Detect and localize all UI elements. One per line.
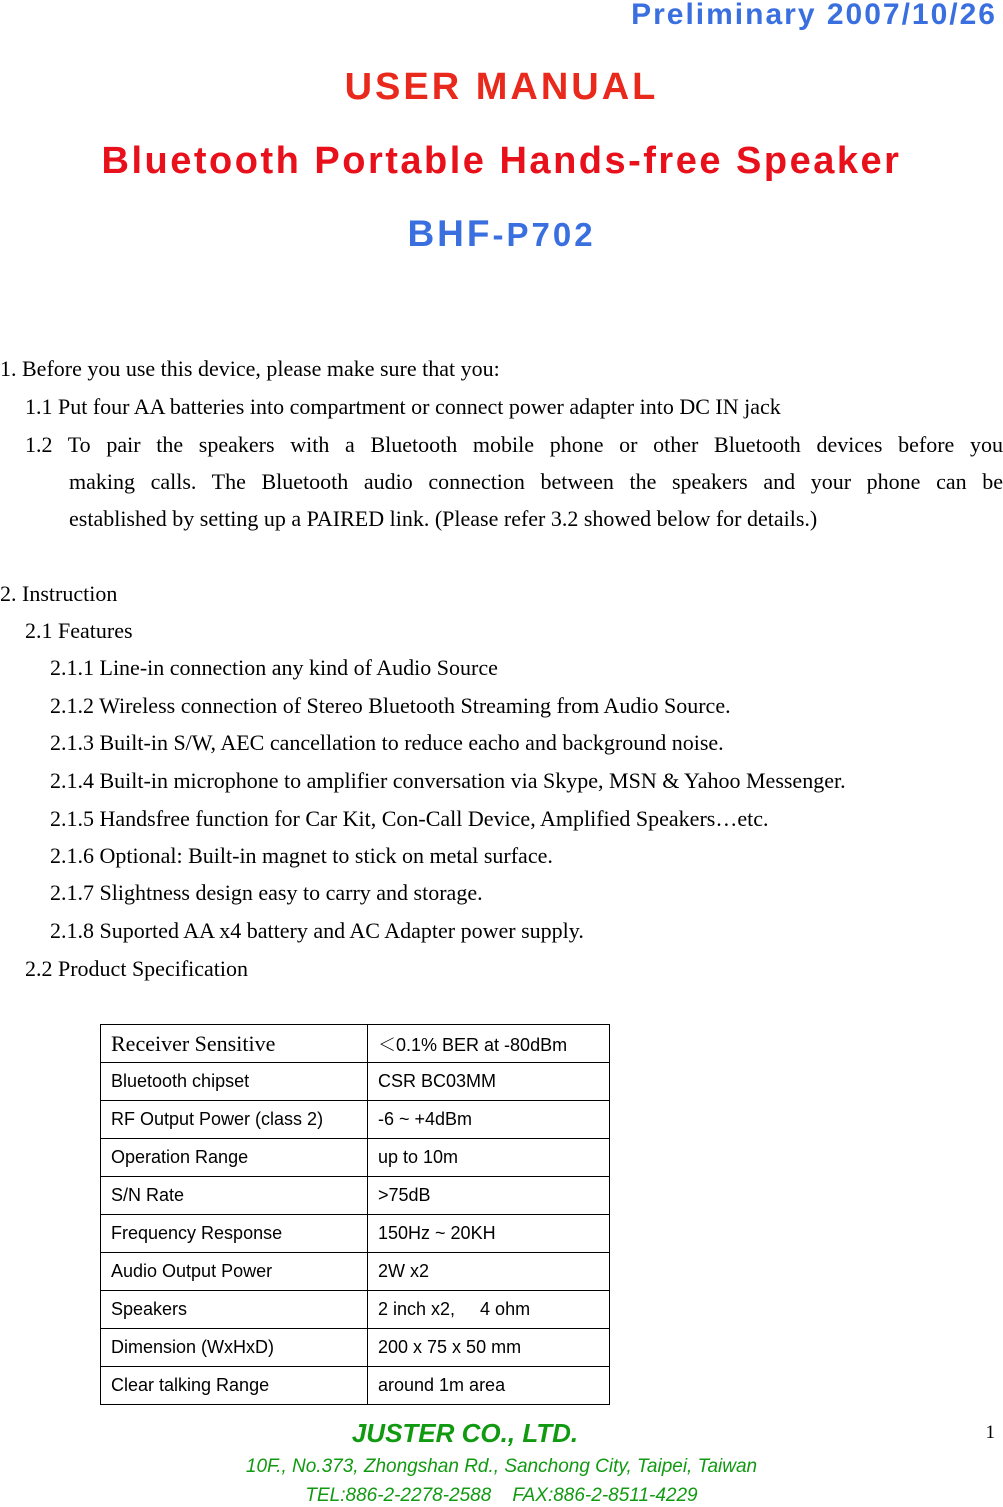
spec-value: -6 ~ +4dBm [368,1101,610,1139]
spec-value: 2 inch x2, 4 ohm [368,1291,610,1329]
feature-item: 2.1.4 Built-in microphone to amplifier conversation via Skype, MSN & Yahoo Messenger. [50,768,846,793]
spec-value: around 1m area [368,1367,610,1405]
section1-item-1-1: 1.1 Put four AA batteries into compartment or connect power adapter into DC IN jack [25,394,781,419]
spec-value: up to 10m [368,1139,610,1177]
spec-table [100,1024,610,1405]
feature-item: 2.1.3 Built-in S/W, AEC cancellation to reduce eacho and background noise. [50,730,724,755]
spec-label: Bluetooth chipset [101,1063,368,1101]
spec-value: 200 x 75 x 50 mm [368,1329,610,1367]
spec-value: ＜0.1% BER at -80dBm [368,1025,610,1063]
section1-item-1-2-line3: established by setting up a PAIRED link. (Please refer 3.2 showed below for details.) [69,506,818,531]
product-subtitle: Bluetooth Portable Hands-free Speaker [101,140,902,182]
spec-value: CSR BC03MM [368,1063,610,1101]
table-row [101,1253,610,1291]
preliminary-date: Preliminary 2007/10/26 [631,0,997,31]
company-contact: TEL:886-2-2278-2588 FAX:886-2-8511-4229 [305,1485,698,1506]
spec-label: Receiver Sensitive [101,1025,368,1063]
table-row [101,1139,610,1177]
feature-item: 2.1.7 Slightness design easy to carry and storage. [50,880,483,905]
feature-item: 2.1.6 Optional: Built-in magnet to stick on metal surface. [50,843,553,868]
table-row [101,1329,610,1367]
table-row [101,1177,610,1215]
model-prefix: BHF [407,213,493,254]
spec-label: Dimension (WxHxD) [101,1329,368,1367]
spec-label: Speakers [101,1291,368,1329]
section1-item-1-2-line2: making calls. The Bluetooth audio connection between the speakers and your phone can be [69,469,1003,494]
spec-heading: 2.2 Product Specification [25,956,249,981]
table-row [101,1025,610,1063]
table-row [101,1063,610,1101]
document-title: USER MANUAL [344,66,659,108]
spec-label: Frequency Response [101,1215,368,1253]
feature-item: 2.1.8 Suported AA x4 battery and AC Adapter power supply. [50,918,584,943]
spec-label: Audio Output Power [101,1253,368,1291]
spec-label: RF Output Power (class 2) [101,1101,368,1139]
section2-heading: 2. Instruction [0,581,118,606]
company-name: JUSTER CO., LTD. [351,1418,579,1448]
company-address: 10F., No.373, Zhongshan Rd., Sanchong City, Taipei, Taiwan [245,1456,758,1477]
spec-value: 2W x2 [368,1253,610,1291]
section1-item-1-2-line1: 1.2 To pair the speakers with a Bluetooth mobile phone or other Bluetooth devices before you [25,432,1003,457]
table-row [101,1215,610,1253]
feature-item: 2.1.2 Wireless connection of Stereo Bluetooth Streaming from Audio Source. [50,693,731,718]
page-number: 1 [985,1422,995,1443]
features-heading: 2.1 Features [25,618,133,643]
model-suffix: -P702 [492,216,596,253]
spec-value: 150Hz ~ 20KH [368,1215,610,1253]
table-row [101,1367,610,1405]
spec-label: S/N Rate [101,1177,368,1215]
section1-heading: 1. Before you use this device, please make sure that you: [0,356,500,381]
table-row [101,1291,610,1329]
model-number [0,213,1003,255]
spec-label: Operation Range [101,1139,368,1177]
table-row [101,1101,610,1139]
feature-item: 2.1.1 Line-in connection any kind of Audio Source [50,655,498,680]
spec-label: Clear talking Range [101,1367,368,1405]
feature-item: 2.1.5 Handsfree function for Car Kit, Con-Call Device, Amplified Speakers…etc. [50,806,769,831]
spec-value: >75dB [368,1177,610,1215]
